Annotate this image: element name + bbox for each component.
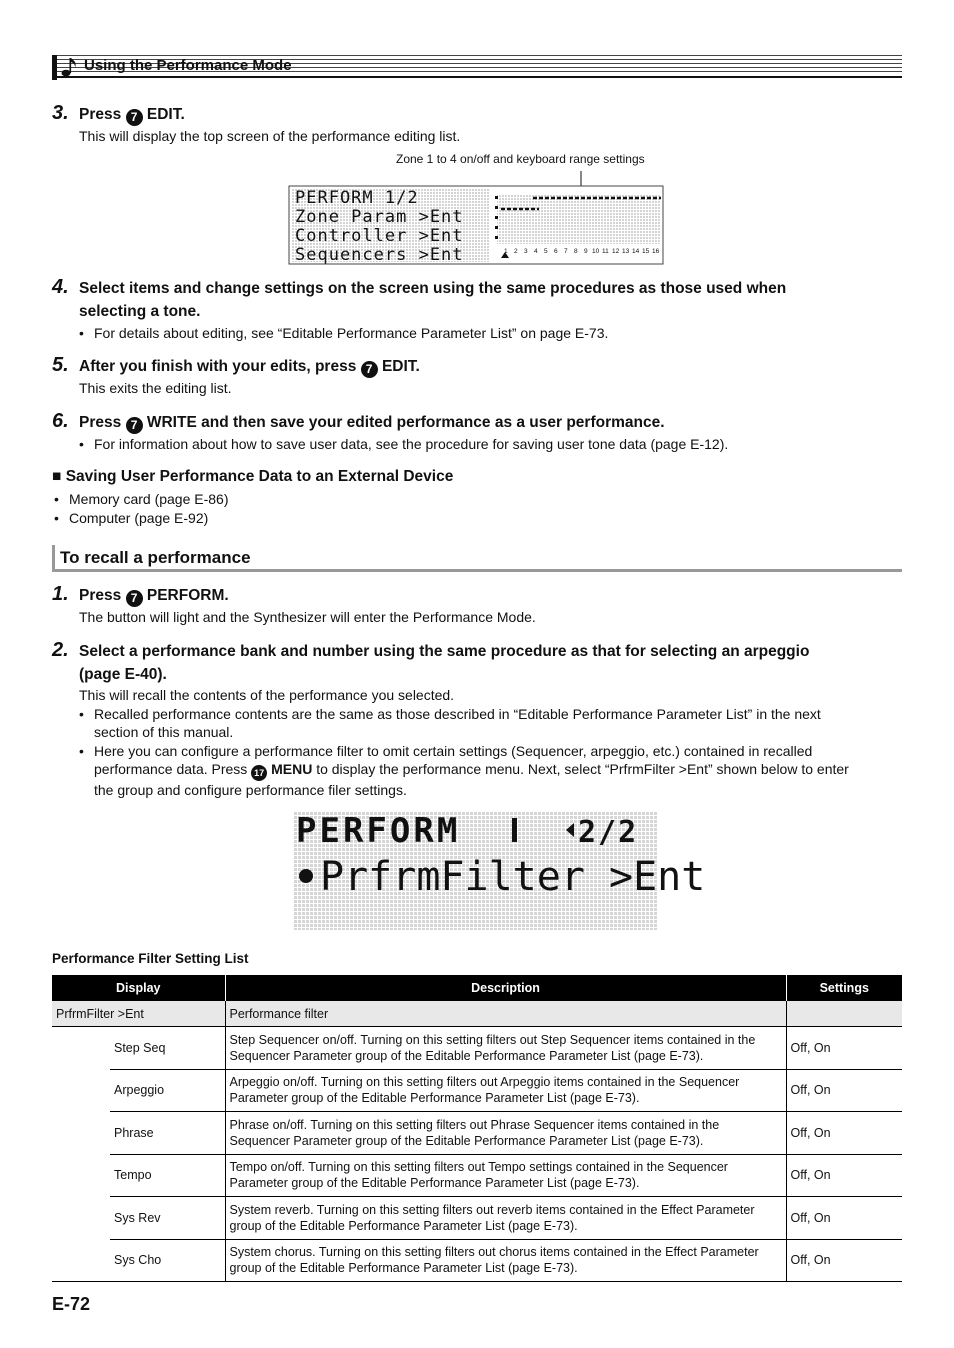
section-title: To recall a performance — [60, 548, 251, 567]
saving-heading-text: Saving User Performance Data to an External Device — [65, 468, 454, 485]
key-number: 10 — [592, 248, 600, 255]
key-number: 15 — [642, 248, 650, 255]
cell-display: Phrase — [110, 1112, 225, 1155]
button-7-icon: 7 — [126, 109, 143, 126]
cell-settings — [786, 1001, 902, 1027]
column-header: Settings — [786, 975, 902, 1001]
description-line: Phrase on/off. Turning on this setting filters out Phrase Sequencer items contained in the — [229, 1117, 720, 1132]
description-line: Parameter group of the Editable Performance Parameter List (page E-73). — [229, 1176, 640, 1191]
key-number: 8 — [574, 248, 578, 255]
step-number: 5. — [52, 354, 69, 376]
description-line: Sequencer Parameter group of the Editable Performance Parameter List (page E-73). — [229, 1133, 704, 1148]
cell-settings: Off, On — [786, 1154, 902, 1197]
table-row — [52, 1027, 902, 1070]
bullet-text: Memory card (page E-86) — [69, 491, 229, 507]
bullet-text-line — [94, 760, 849, 781]
key-number: 4 — [534, 248, 538, 255]
step-text: Select a performance bank and number using the same procedure as that for selecting an arpeggio — [79, 643, 810, 660]
key-number: 3 — [524, 248, 528, 255]
step-1-text — [79, 584, 229, 607]
bullet-item: • For information about how to save user data, see the procedure for saving user tone data (page E-12). — [79, 436, 729, 452]
saving-heading — [52, 468, 453, 486]
step-number: 4. — [52, 276, 69, 298]
step-number: 6. — [52, 410, 69, 432]
bullet-text: to display the performance menu. Next, select “PrfrmFilter >Ent” shown below to enter — [316, 761, 849, 777]
key-number: 9 — [584, 248, 588, 255]
button-7-icon: 7 — [126, 590, 143, 607]
step-4-text — [79, 277, 899, 323]
cell-settings: Off, On — [786, 1112, 902, 1155]
column-header: Description — [225, 975, 786, 1001]
key-number: 16 — [652, 248, 660, 255]
key-number: 12 — [612, 248, 620, 255]
key-number: 14 — [632, 248, 640, 255]
column-header: Display — [52, 975, 225, 1001]
step-text: Press — [79, 587, 122, 604]
step-6-text — [79, 411, 665, 434]
cell-description — [225, 1239, 786, 1282]
lcd-display-filter — [294, 811, 706, 930]
cell-description — [225, 1069, 786, 1112]
lcd-display-edit — [289, 186, 663, 264]
button-17-icon: 17 — [251, 765, 267, 781]
bullet-text: section of this manual. — [94, 724, 234, 740]
description-line: Arpeggio on/off. Turning on this setting filters out Arpeggio items contained in the Sequencer — [229, 1075, 740, 1090]
step-text: PERFORM. — [146, 587, 229, 604]
key-number: 5 — [544, 248, 548, 255]
cell-display: Sys Cho — [110, 1239, 225, 1282]
lcd-line: Zone Param >Ent — [295, 207, 464, 227]
description-line: Tempo on/off. Turning on this setting filters out Tempo settings contained in the Sequencer — [229, 1160, 728, 1175]
cell-description — [225, 1027, 786, 1070]
step-5-text — [79, 355, 420, 378]
description-line: Sequencer Parameter group of the Editable Performance Parameter List (page E-73). — [229, 1048, 704, 1063]
table-header-row — [52, 975, 902, 1001]
header-bar — [52, 55, 57, 80]
cell-display: Arpeggio — [110, 1069, 225, 1112]
square-bullet-icon: ■ — [52, 468, 62, 485]
key-number: 1 — [504, 248, 508, 255]
cell-settings: Off, On — [786, 1239, 902, 1282]
key-number: 11 — [602, 248, 609, 255]
bullet-text: Computer (page E-92) — [69, 510, 209, 526]
table-row — [52, 1239, 902, 1282]
cell-settings: Off, On — [786, 1027, 902, 1070]
step-text: Press — [79, 414, 122, 431]
bullet-item: • Here you can configure a performance filter to omit certain settings (Sequencer, arpeggio, etc.) contained in recalled performance data. Press 17 MENU to display the performance menu. Next, select “PrfrmFilter >Ent” shown below to enter the group and configure performance filer settings. — [79, 743, 849, 798]
description-line: System chorus. Turning on this setting filters out chorus items contained in the Effect Parameter — [229, 1245, 759, 1260]
table-row — [52, 1001, 902, 1027]
lcd-line: Controller >Ent — [295, 226, 464, 246]
header-title: Using the Performance Mode — [84, 57, 292, 74]
cell-description — [225, 1112, 786, 1155]
bullet-text: For information about how to save user data, see the procedure for saving user tone data (page E-12). — [94, 436, 729, 452]
lcd-line: 2/2 — [578, 815, 639, 850]
key-number: 6 — [554, 248, 558, 255]
lcd-line: Sequencers >Ent — [295, 245, 464, 265]
table-caption: Performance Filter Setting List — [52, 951, 249, 966]
table-row — [52, 1112, 902, 1155]
step-number: 2. — [52, 639, 69, 661]
step-body: This will display the top screen of the performance editing list. — [79, 128, 461, 144]
step-body: This will recall the contents of the performance you selected. — [79, 687, 455, 703]
step-text: Select items and change settings on the screen using the same procedures as those used when — [79, 280, 787, 297]
description-line: group of the Editable Performance Parameter List (page E-73). — [229, 1261, 578, 1276]
step-text: selecting a tone. — [79, 303, 201, 320]
description-line: System reverb. Turning on this setting filters out reverb items contained in the Effect Parameter — [229, 1202, 755, 1217]
table-row — [52, 1154, 902, 1197]
page-number: E-72 — [52, 1294, 91, 1314]
step-body: The button will light and the Synthesizer will enter the Performance Mode. — [79, 609, 536, 625]
cell-display: Sys Rev — [110, 1197, 225, 1240]
cell-description — [225, 1197, 786, 1240]
bullet-text: Recalled performance contents are the same as those described in “Editable Performance Parameter List” in the next — [94, 706, 821, 722]
step-text: (page E-40). — [79, 666, 167, 683]
bullet-item: • Computer (page E-92) — [54, 510, 209, 526]
step-text: WRITE and then save your edited performance as a user performance. — [146, 414, 665, 431]
step-text: EDIT. — [146, 106, 185, 123]
bullet-item: • For details about editing, see “Editable Performance Parameter List” on page E-73. — [79, 325, 609, 341]
cell-display: Step Seq — [110, 1027, 225, 1070]
lcd-line: PERFORM 1/2 — [295, 188, 419, 208]
description-line: group of the Editable Performance Parameter List (page E-73). — [229, 1218, 578, 1233]
bullet-item: • Memory card (page E-86) — [54, 491, 229, 507]
button-7-icon: 7 — [126, 417, 143, 434]
description-line: Step Sequencer on/off. Turning on this setting filters out Step Sequencer items contained in the — [229, 1032, 756, 1047]
step-3-text — [79, 103, 185, 126]
cell-display: PrfrmFilter >Ent — [52, 1001, 225, 1027]
key-number: 2 — [514, 248, 518, 255]
description-line: Parameter group of the Editable Performance Parameter List (page E-73). — [229, 1091, 640, 1106]
cell-settings: Off, On — [786, 1069, 902, 1112]
bullet-item: • Recalled performance contents are the same as those described in “Editable Performance Parameter List” in the next section of this manual. — [79, 706, 821, 740]
step-number: 3. — [52, 102, 69, 124]
lcd-line: PERFORM — [296, 811, 461, 851]
cell-description: Performance filter — [225, 1001, 786, 1027]
bullet-text: performance data. Press — [94, 761, 248, 777]
filter-settings-table — [52, 975, 902, 1282]
button-7-icon: 7 — [361, 361, 378, 378]
step-text: Press — [79, 106, 122, 123]
step-text: EDIT. — [381, 358, 420, 375]
menu-label: MENU — [271, 761, 313, 777]
bullet-text: For details about editing, see “Editable Performance Parameter List” on page E-73. — [94, 325, 609, 341]
table-row — [52, 1197, 902, 1240]
music-note-icon — [60, 56, 78, 78]
key-number: 13 — [622, 248, 630, 255]
cell-display: Tempo — [110, 1154, 225, 1197]
step-text: After you finish with your edits, press — [79, 358, 357, 375]
table-row — [52, 1069, 902, 1112]
section-heading — [52, 545, 902, 572]
lcd-line: PrfrmFilter >Ent — [320, 854, 706, 900]
step-body: This exits the editing list. — [79, 380, 232, 396]
step-number: 1. — [52, 583, 69, 605]
cell-description — [225, 1154, 786, 1197]
cell-settings: Off, On — [786, 1197, 902, 1240]
figure-callout: Zone 1 to 4 on/off and keyboard range settings — [396, 152, 645, 166]
bullet-text: Here you can configure a performance filter to omit certain settings (Sequencer, arpeggio, etc.) contained in recalled — [94, 743, 813, 759]
step-2-text — [79, 640, 899, 686]
bullet-text: the group and configure performance filer settings. — [94, 782, 407, 798]
key-number: 7 — [564, 248, 568, 255]
